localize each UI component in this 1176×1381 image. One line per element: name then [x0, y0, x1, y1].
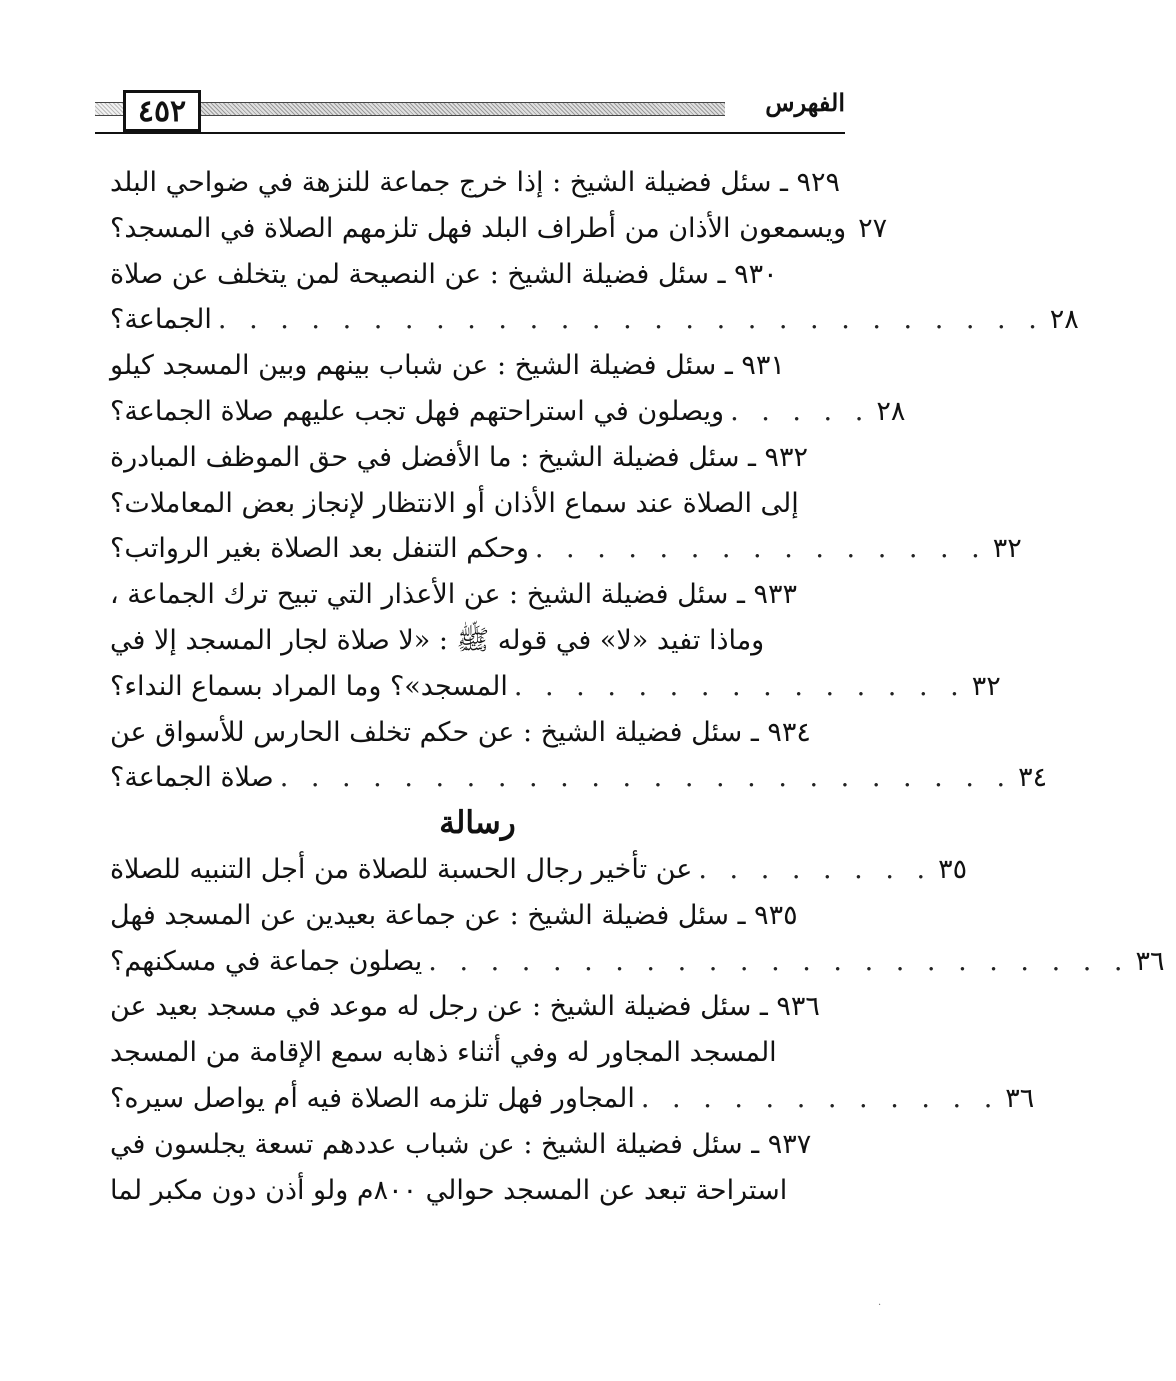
toc-line: [110, 389, 906, 435]
toc-entry-text: ٩٣٧ ـ سئل فضيلة الشيخ : عن شباب عددهم تسعة يجلسون في: [110, 1128, 812, 1160]
toc-entry-text: ويصلون في استراحتهم فهل تجب عليهم صلاة الجماعة؟: [110, 395, 725, 427]
dot-leader: . . . . . . . . . . . . . . . . . . . . . . .: [428, 945, 1130, 977]
toc-page-number: ٢٨: [876, 395, 906, 427]
toc-entry-text: ٩٣٤ ـ سئل فضيلة الشيخ : عن حكم تخلف الحارس للأسواق عن: [110, 716, 811, 748]
toc-entry-text: ٩٣١ ـ سئل فضيلة الشيخ : عن شباب بينهم وبين المسجد كيلو: [110, 350, 785, 382]
toc-entry-text: ٩٣٣ ـ سئل فضيلة الشيخ : عن الأعذار التي تبيح ترك الجماعة ،: [110, 579, 797, 611]
header-rule: [95, 132, 845, 134]
toc-line: [110, 1076, 1035, 1122]
toc-page-number: ٢٨: [1049, 304, 1079, 336]
toc-line: [110, 755, 1048, 801]
toc-line: [110, 893, 845, 939]
toc-entry-text: رسالة: [439, 805, 516, 842]
toc-entry-text: يصلون جماعة في مسكنهم؟: [110, 945, 423, 977]
toc-page-number: ٣٦: [1135, 945, 1165, 977]
toc-line: [110, 206, 888, 252]
toc-page-number: ٣٥: [938, 853, 968, 885]
header-ornament-band: [133, 102, 725, 116]
toc-line: [110, 343, 845, 389]
toc-line: [110, 252, 845, 298]
scan-mark: ·: [878, 1300, 882, 1311]
page-number-box: [123, 90, 201, 132]
dot-leader: . . . . . . . . . . . . . . . . . . . . . . . .: [279, 762, 1013, 794]
toc-entry-text: عن تأخير رجال الحسبة للصلاة من أجل التنبيه للصلاة: [110, 853, 693, 885]
toc-entry-text: ٩٣٠ ـ سئل فضيلة الشيخ : عن النصيحة لمن يتخلف عن صلاة: [110, 258, 778, 290]
dot-leader: . . . . . . . . . . . .: [640, 1082, 1000, 1114]
toc-line: [110, 160, 845, 206]
dot-leader: . . . . .: [730, 395, 871, 427]
toc-line: [110, 481, 845, 527]
toc-entry-text: الجماعة؟: [110, 304, 212, 336]
toc-page-number: ٣٤: [1018, 762, 1048, 794]
toc-entry-text: ويسمعون الأذان من أطراف البلد فهل تلزمهم الصلاة في المسجد؟: [110, 212, 847, 244]
toc-entry-text: المسجد»؟ وما المراد بسماع النداء؟: [110, 670, 508, 702]
running-title: الفهرس: [765, 88, 845, 117]
toc-page-number: ٣٦: [1005, 1082, 1035, 1114]
toc-entry-text: صلاة الجماعة؟: [110, 762, 274, 794]
section-heading: [110, 801, 845, 847]
toc-page-number: ٣٢: [971, 670, 1001, 702]
page-header: [95, 88, 845, 138]
toc-line: [110, 1122, 845, 1168]
dot-leader: . . . . . . . . . . . . . . .: [534, 533, 987, 565]
toc-page-number: ٢٧: [858, 212, 888, 244]
toc-entry-text: ٩٣٦ ـ سئل فضيلة الشيخ : عن رجل له موعد في مسجد بعيد عن: [110, 991, 820, 1023]
dot-leader: . . . . . . . . . . . . . . .: [513, 670, 966, 702]
dot-leader: . . . . . . . . . . . . . . . . . . . . . . . . . . .: [217, 304, 1044, 336]
toc-line: [110, 939, 1165, 985]
toc-line: [110, 984, 845, 1030]
toc-line: [110, 297, 1079, 343]
toc-entry-text: ٩٢٩ ـ سئل فضيلة الشيخ : إذا خرج جماعة للنزهة في ضواحي البلد: [110, 167, 841, 198]
toc-entry-text: ٩٣٥ ـ سئل فضيلة الشيخ : عن جماعة بعيدين عن المسجد فهل: [110, 899, 798, 931]
toc-entry-text: إلى الصلاة عند سماع الأذان أو الانتظار لإنجاز بعض المعاملات؟: [110, 487, 799, 519]
toc-page-number: ٣٢: [992, 533, 1022, 565]
toc-line: [110, 1168, 845, 1214]
toc-entry-text: وحكم التنفل بعد الصلاة بغير الرواتب؟: [110, 533, 529, 565]
toc-line: [110, 664, 1001, 710]
toc-entry-text: وماذا تفيد «لا» في قوله ﷺ : «لا صلاة لجار المسجد إلا في: [110, 624, 765, 656]
toc-line: [110, 526, 1022, 572]
toc-line: [110, 572, 845, 618]
toc-line: [110, 710, 845, 756]
page-number: ٤٥٢: [137, 93, 187, 129]
toc-entry-text: استراحة تبعد عن المسجد حوالي ٨٠٠م ولو أذن دون مكبر لما: [110, 1174, 788, 1206]
toc-line: [110, 618, 845, 664]
dot-leader: . . . . . . . .: [698, 853, 933, 885]
table-of-contents: [110, 160, 1165, 1213]
toc-line: [110, 1030, 845, 1076]
header-ornament-left: [95, 102, 125, 116]
toc-entry-text: المجاور فهل تلزمه الصلاة فيه أم يواصل سيره؟: [110, 1082, 635, 1114]
toc-line: [110, 435, 845, 481]
toc-entry-text: المسجد المجاور له وفي أثناء ذهابه سمع الإقامة من المسجد: [110, 1037, 777, 1069]
toc-entry-text: ٩٣٢ ـ سئل فضيلة الشيخ : ما الأفضل في حق الموظف المبادرة: [110, 441, 809, 473]
toc-line: [110, 847, 968, 893]
